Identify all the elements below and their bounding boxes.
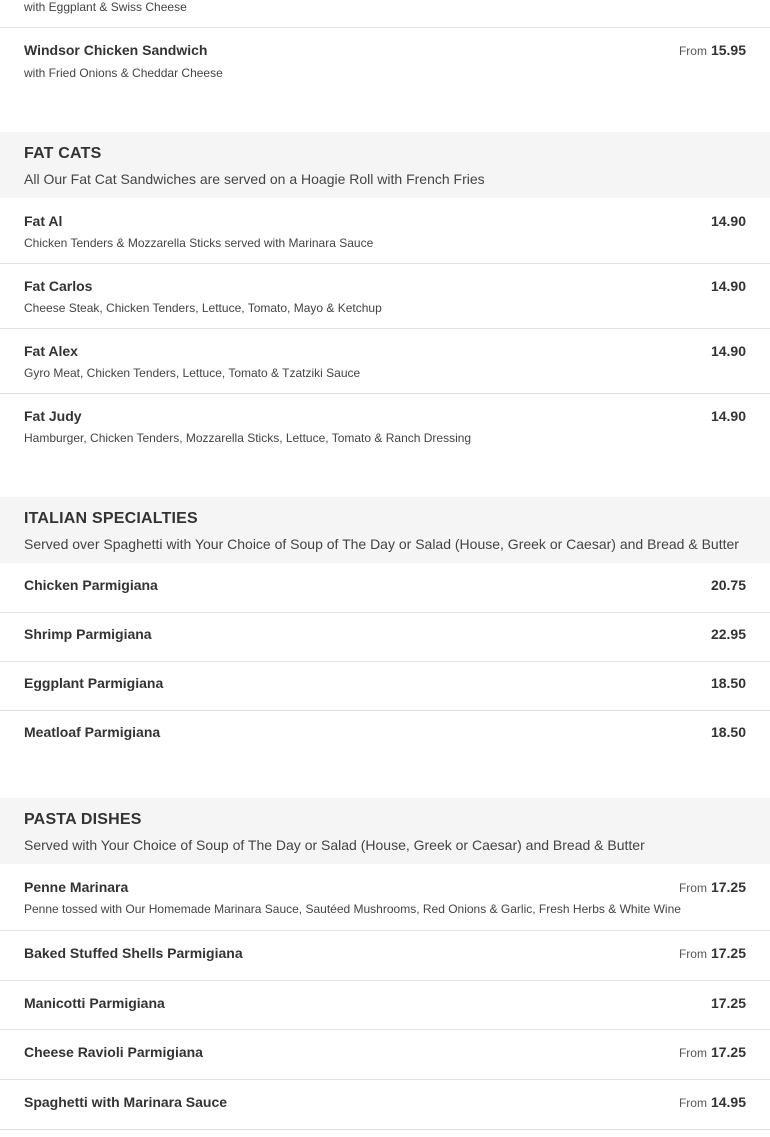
item-price-group <box>679 1044 746 1062</box>
menu-item-windsor-chicken-sandwich[interactable] <box>0 28 770 132</box>
menu-item-baked-stuffed-shells[interactable] <box>0 931 770 981</box>
section-title: ITALIAN SPECIALTIES <box>24 510 198 527</box>
item-name: Fat Alex <box>24 343 78 359</box>
section-header-pasta-dishes <box>0 798 770 864</box>
item-price-group <box>711 724 746 742</box>
item-name: Baked Stuffed Shells Parmigiana <box>24 945 243 961</box>
item-price: 17.25 <box>710 995 746 1011</box>
item-description: Chicken Tenders & Mozzarella Sticks served with Marinara Sauce <box>24 236 374 250</box>
item-name: Meatloaf Parmigiana <box>24 724 161 740</box>
menu-item-cheese-ravioli[interactable] <box>0 1030 770 1080</box>
item-description: with Fried Onions & Cheddar Cheese <box>24 66 223 80</box>
menu-item-spaghetti-marinara[interactable] <box>0 1080 770 1130</box>
item-description: Gyro Meat, Chicken Tenders, Lettuce, Tomato & Tzatziki Sauce <box>24 366 361 380</box>
item-price-group <box>679 1094 746 1112</box>
item-name: Windsor Chicken Sandwich <box>24 42 208 58</box>
menu-item-penne-marinara[interactable] <box>0 864 770 931</box>
menu-item-fat-al[interactable] <box>0 198 770 264</box>
item-price: 17.25 <box>710 945 746 961</box>
item-name: Fat Al <box>24 213 63 229</box>
item-price-group <box>679 945 746 963</box>
menu-item-fat-judy[interactable] <box>0 394 770 497</box>
menu-item-fat-alex[interactable] <box>0 329 770 394</box>
item-price: 17.25 <box>710 1044 746 1060</box>
item-price: 15.95 <box>710 42 746 58</box>
item-name: Spaghetti with Marinara Sauce <box>24 1094 228 1110</box>
section-subtitle: All Our Fat Cat Sandwiches are served on a Hoagie Roll with French Fries <box>24 171 485 187</box>
section-header-fat-cats <box>0 132 770 198</box>
item-price: 14.90 <box>710 408 746 424</box>
item-price-group <box>711 577 746 595</box>
item-description: Hamburger, Chicken Tenders, Mozzarella Sticks, Lettuce, Tomato & Ranch Dressing <box>24 431 472 445</box>
item-name: Fat Judy <box>24 408 82 424</box>
item-name: Shrimp Parmigiana <box>24 626 152 642</box>
item-price-group <box>711 995 746 1013</box>
item-price-group <box>711 213 746 231</box>
item-name: Penne Marinara <box>24 879 129 895</box>
item-description: Cheese Steak, Chicken Tenders, Lettuce, Tomato, Mayo & Ketchup <box>24 301 382 315</box>
item-description: Penne tossed with Our Homemade Marinara Sauce, Sautéed Mushrooms, Red Onions & Garlic, Fresh Herbs & White Wine <box>24 902 681 916</box>
item-price: 20.75 <box>710 577 746 593</box>
price-from-label: From <box>678 1096 707 1110</box>
item-price: 22.95 <box>710 626 746 642</box>
item-price-group <box>711 408 746 426</box>
item-price: 14.90 <box>710 278 746 294</box>
menu-item-manicotti-parmigiana[interactable] <box>0 981 770 1030</box>
price-from-label: From <box>678 44 707 58</box>
item-price-group <box>679 879 746 897</box>
item-price: 14.90 <box>710 213 746 229</box>
section-subtitle: Served over Spaghetti with Your Choice of Soup of The Day or Salad (House, Greek or Caesar) and Bread & Butter <box>24 536 739 552</box>
item-price-group <box>711 278 746 296</box>
section-header-italian-specialties <box>0 497 770 563</box>
item-name: Fat Carlos <box>24 278 93 294</box>
item-price-group <box>679 42 746 60</box>
item-description: with Eggplant & Swiss Cheese <box>24 0 187 14</box>
price-from-label: From <box>678 881 707 895</box>
item-price-group <box>711 343 746 361</box>
item-price: 17.25 <box>710 879 746 895</box>
menu-item-fat-carlos[interactable] <box>0 264 770 329</box>
item-price: 14.90 <box>710 343 746 359</box>
item-price-group <box>711 626 746 644</box>
item-price-group <box>711 675 746 693</box>
item-name: Manicotti Parmigiana <box>24 995 165 1011</box>
item-name: Cheese Ravioli Parmigiana <box>24 1044 203 1060</box>
section-subtitle: Served with Your Choice of Soup of The Day or Salad (House, Greek or Caesar) and Bread & Butter <box>24 837 645 853</box>
item-price: 18.50 <box>710 675 746 691</box>
menu-item-chicken-parmigiana[interactable] <box>0 563 770 613</box>
price-from-label: From <box>678 1046 707 1060</box>
menu-item-eggplant-swiss[interactable] <box>0 0 770 28</box>
price-from-label: From <box>678 947 707 961</box>
section-title: FAT CATS <box>24 145 102 162</box>
menu-item-shrimp-parmigiana[interactable] <box>0 613 770 662</box>
item-price: 18.50 <box>710 724 746 740</box>
item-price: 14.95 <box>710 1094 746 1110</box>
menu-item-meatloaf-parmigiana[interactable] <box>0 711 770 798</box>
section-title: PASTA DISHES <box>24 811 142 828</box>
menu-item-eggplant-parmigiana[interactable] <box>0 662 770 711</box>
item-name: Eggplant Parmigiana <box>24 675 164 691</box>
item-name: Chicken Parmigiana <box>24 577 158 593</box>
